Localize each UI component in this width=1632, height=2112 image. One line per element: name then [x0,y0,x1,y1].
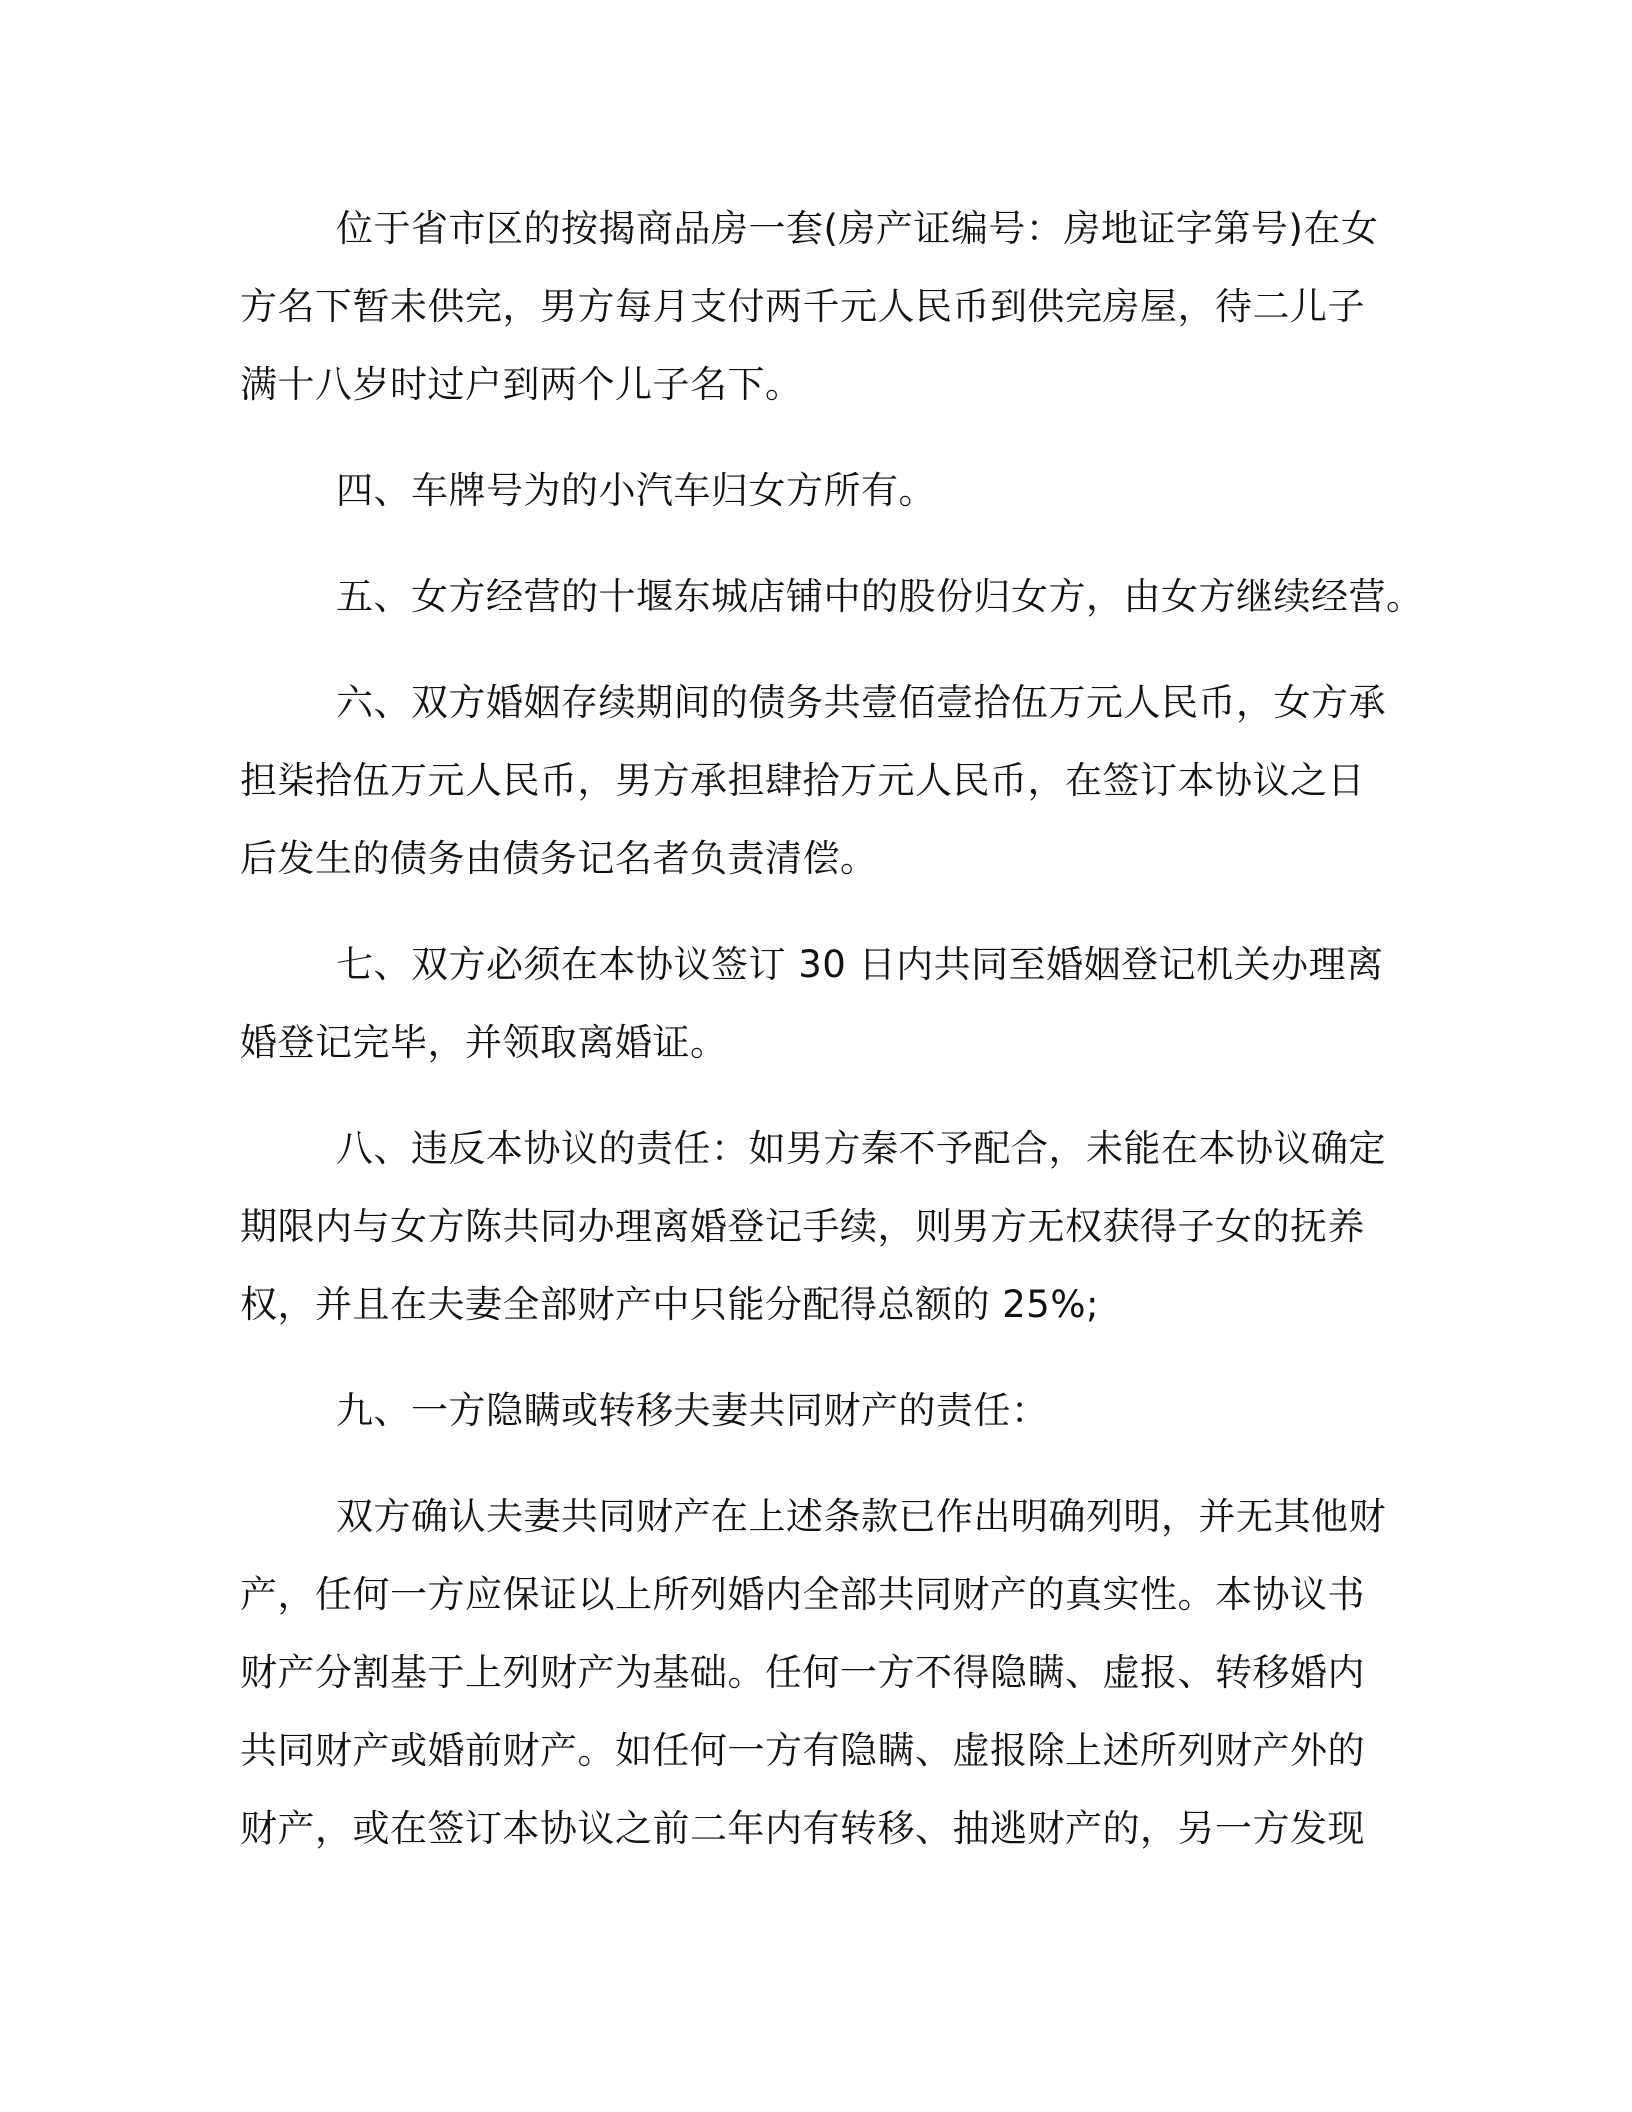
text-line: 九、一方隐瞒或转移夫妻共同财产的责任： [336,1389,1049,1432]
text-line: 担柒拾伍万元人民币，男方承担肆拾万元人民币，在签订本协议之日 [240,759,1365,802]
text-line: 七、双方必须在本协议签订 30 日内共同至婚姻登记机关办理离 [336,943,1384,986]
paragraph-gap [240,1344,1406,1372]
text-line: 六、双方婚姻存续期间的债务共壹佰壹拾伍万元人民币，女方承 [336,681,1386,724]
paragraph-gap [240,530,1406,558]
text-line: 权，并且在夫妻全部财产中只能分配得总额的 25%; [240,1283,1099,1326]
paragraph-clause-4 [240,452,1406,530]
text-line: 共同财产或婚前财产。如任何一方有隐瞒、虚报除上述所列财产外的 [240,1729,1365,1772]
text-line: 产，任何一方应保证以上所列婚内全部共同财产的真实性。本协议书 [240,1573,1365,1616]
text-line: 八、违反本协议的责任：如男方秦不予配合，未能在本协议确定 [336,1127,1386,1170]
paragraph-gap [240,898,1406,926]
paragraph-clause-9 [240,1372,1406,1450]
paragraph-clause-8 [240,1110,1406,1344]
text-line: 四、车牌号为的小汽车归女方所有。 [336,469,936,512]
paragraph-clause-7 [240,926,1406,1082]
paragraph-gap [240,636,1406,664]
document-page [240,190,1424,1868]
paragraph-clause-5 [240,558,1424,636]
paragraph-gap [240,1450,1406,1478]
text-line: 五、女方经营的十堰东城店铺中的股份归女方，由女方继续经营。 [336,575,1424,618]
paragraph-gap [240,1082,1406,1110]
paragraph-clause-9-body [240,1478,1406,1868]
paragraph-gap [240,424,1406,452]
text-line: 后发生的债务由债务记名者负责清偿。 [240,837,878,880]
text-line: 期限内与女方陈共同办理离婚登记手续，则男方无权获得子女的抚养 [240,1205,1365,1248]
text-line: 婚登记完毕，并领取离婚证。 [240,1021,728,1064]
text-line: 方名下暂未供完，男方每月支付两千元人民币到供完房屋，待二儿子 [240,285,1365,328]
paragraph-clause-6 [240,664,1406,898]
text-line: 财产，或在签订本协议之前二年内有转移、抽逃财产的，另一方发现 [240,1807,1365,1850]
text-line: 双方确认夫妻共同财产在上述条款已作出明确列明，并无其他财 [336,1495,1386,1538]
text-line: 财产分割基于上列财产为基础。任何一方不得隐瞒、虚报、转移婚内 [240,1651,1365,1694]
paragraph-property [240,190,1406,424]
text-line: 满十八岁时过户到两个儿子名下。 [240,363,803,406]
text-line: 位于省市区的按揭商品房一套(房产证编号：房地证字第号)在女 [336,207,1379,250]
